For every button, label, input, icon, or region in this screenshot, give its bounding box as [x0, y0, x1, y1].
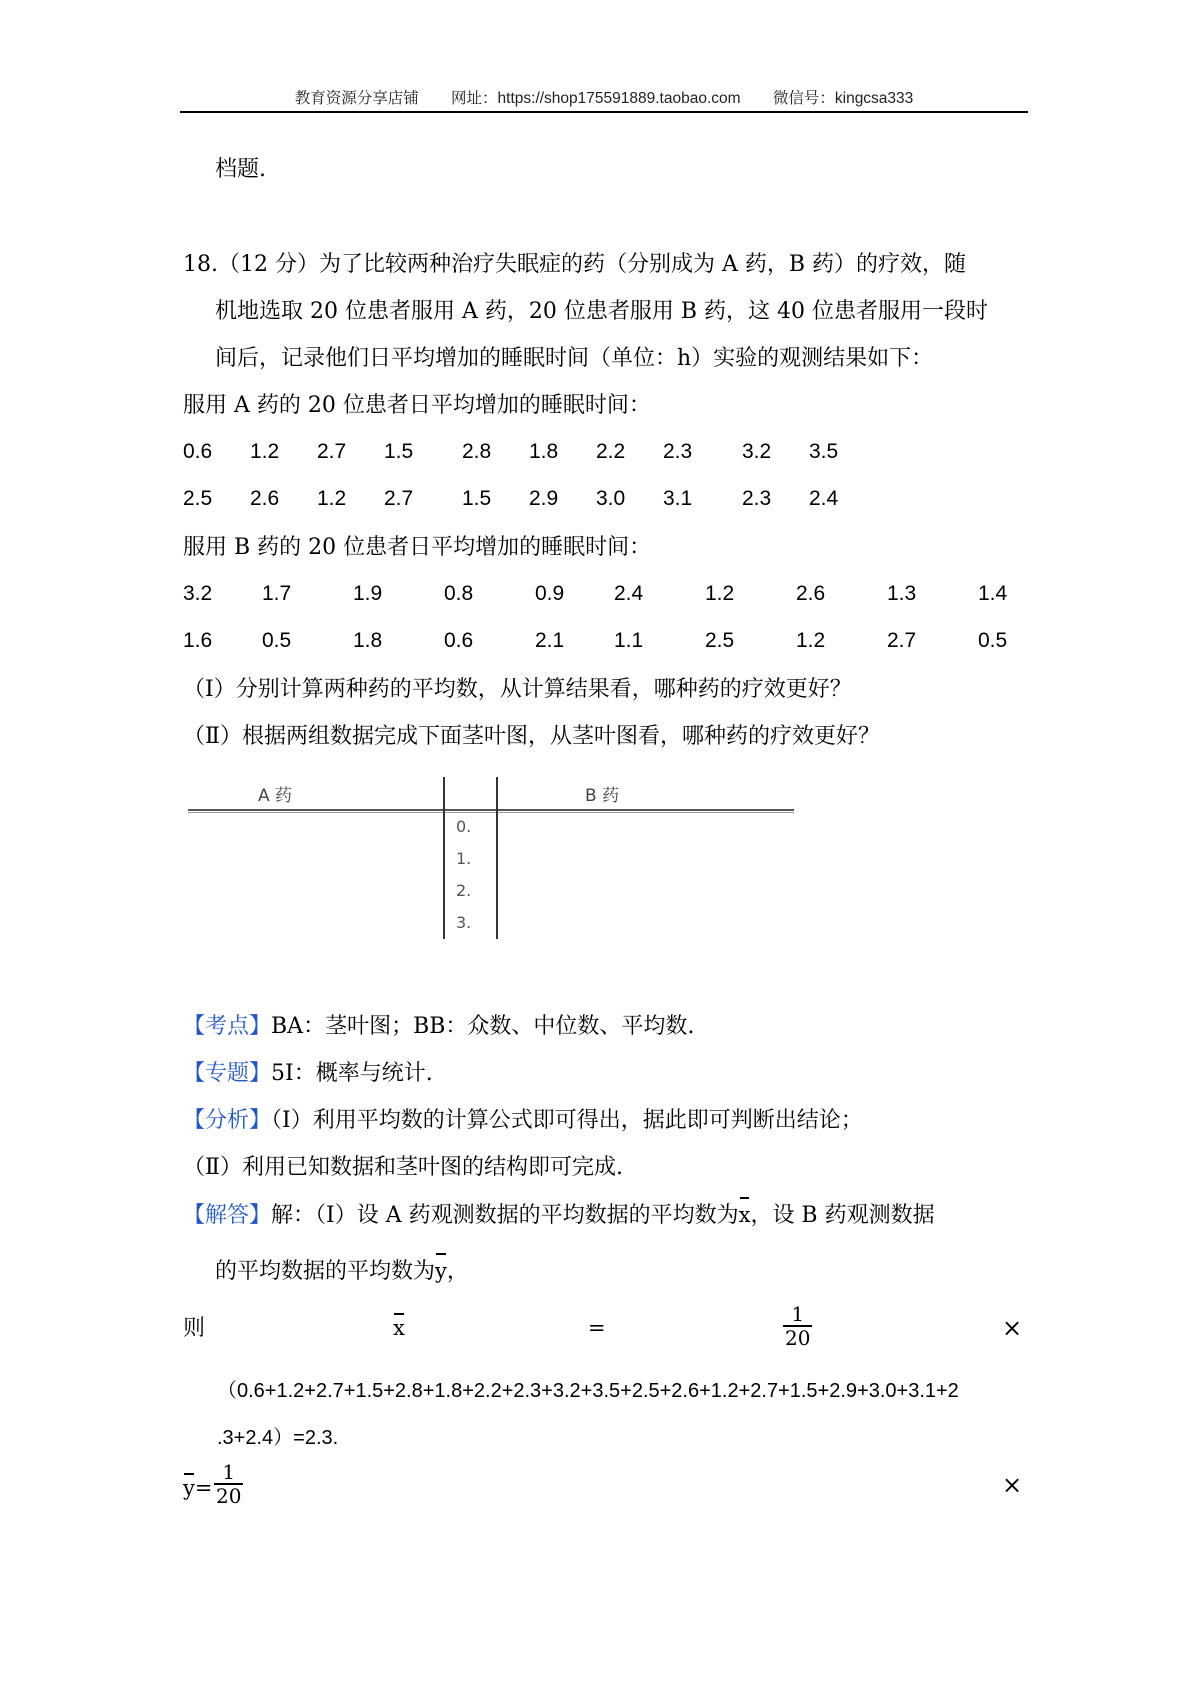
fraction-numerator: 1: [222, 1460, 236, 1484]
y-bar-formula: [183, 1476, 212, 1500]
jieda-text-2b: ，: [446, 1259, 469, 1284]
b-value: 1.7: [262, 582, 292, 605]
stem-value: 1.: [456, 849, 472, 868]
b-value: 0.9: [535, 582, 565, 605]
zhuanti-line: [183, 1059, 433, 1089]
x-bar-symbol: x: [739, 1200, 751, 1230]
b-value: 1.9: [353, 582, 383, 605]
fraction-numerator: 1: [791, 1302, 805, 1326]
stem-leaf-header-rule-thin: [188, 812, 794, 813]
a-value: 1.2: [250, 440, 280, 463]
kaodian-line: [183, 1012, 694, 1042]
fraction-denominator: 20: [216, 1484, 242, 1508]
a-value: 1.5: [384, 440, 414, 463]
problem-line-3: 间后，记录他们日平均增加的睡眠时间（单位：h）实验的观测结果如下：: [215, 346, 934, 371]
fraction-1-20: [783, 1303, 812, 1349]
stem-leaf-left-divider: [443, 777, 445, 939]
b-value: 0.6: [444, 629, 474, 652]
a-value: 1.8: [529, 440, 559, 463]
x-bar-formula: [393, 1316, 405, 1340]
kaodian-tag: 【考点】: [183, 1014, 272, 1039]
b-data-title: 服用 B 药的 20 位患者日平均增加的睡眠时间：: [183, 535, 652, 560]
jieda-line-1: [183, 1200, 935, 1231]
b-value: 1.3: [887, 582, 917, 605]
times-sign: ×: [1002, 1471, 1023, 1499]
b-value: 0.5: [262, 629, 292, 652]
times-sign: ×: [1002, 1314, 1023, 1342]
stem-value: 2.: [456, 881, 472, 900]
stem-value: 3.: [456, 913, 472, 932]
stem-leaf-table: [188, 773, 794, 941]
zhuanti-text: 5I：概率与统计.: [271, 1061, 433, 1086]
stem-leaf-b-label: B 药: [585, 786, 620, 806]
question-1: （Ⅰ）分别计算两种药的平均数，从计算结果看，哪种药的疗效更好？: [183, 677, 852, 702]
b-value: 0.5: [978, 629, 1008, 652]
sum-line-2: .3+2.4）=2.3.: [217, 1427, 339, 1449]
x-bar-var: x: [393, 1316, 405, 1340]
a-value: 2.5: [183, 487, 213, 510]
a-value: 1.2: [317, 487, 347, 510]
b-value: 1.1: [614, 629, 644, 652]
sum-line-1: （0.6+1.2+2.7+1.5+2.8+1.8+2.2+2.3+3.2+3.5+2.5+2.6+1.2+2.7+1.5+2.9+3.0+3.1+2: [217, 1380, 959, 1402]
a-value: 3.5: [809, 440, 839, 463]
jieda-text-1b: ，设 B 药观测数据: [750, 1203, 935, 1228]
a-value: 2.7: [384, 487, 414, 510]
kaodian-text: BA：茎叶图；BB：众数、中位数、平均数.: [271, 1014, 695, 1039]
ze-label: 则: [183, 1316, 206, 1341]
b-value: 2.1: [535, 629, 565, 652]
a-value: 2.3: [663, 440, 693, 463]
a-value: 0.6: [183, 440, 213, 463]
y-equals-sign: =: [194, 1476, 213, 1500]
b-value: 2.5: [705, 629, 735, 652]
a-value: 3.1: [663, 487, 693, 510]
stem-leaf-right-divider: [496, 777, 498, 939]
equals-sign: =: [588, 1316, 606, 1340]
fraction-1-20-y: [214, 1461, 243, 1507]
a-value: 3.0: [596, 487, 626, 510]
a-value: 2.2: [596, 440, 626, 463]
fenxi-line: [183, 1106, 863, 1136]
stem-value: 0.: [456, 817, 472, 836]
jieda-text-2a: 的平均数据的平均数为: [215, 1259, 436, 1284]
header-wechat: 微信号：kingcsa333: [772, 90, 914, 107]
b-value: 2.6: [796, 582, 826, 605]
fenxi-text-1: （Ⅰ）利用平均数的计算公式即可得出，据此即可判断出结论；: [271, 1108, 863, 1133]
y-bar-symbol: y: [435, 1256, 447, 1286]
prev-question-tail: 档题.: [215, 157, 266, 182]
a-value: 2.7: [317, 440, 347, 463]
problem-line-2: 机地选取 20 位患者服用 A 药，20 位患者服用 B 药，这 40 位患者服用一段时: [215, 299, 988, 324]
header-url: 网址：https://shop175591889.taobao.com: [451, 90, 741, 107]
stem-leaf-header-rule: [188, 809, 794, 811]
a-value: 1.5: [462, 487, 492, 510]
zhuanti-tag: 【专题】: [183, 1061, 272, 1086]
fraction-denominator: 20: [785, 1326, 811, 1350]
b-value: 1.4: [978, 582, 1008, 605]
y-bar-var: y: [183, 1476, 195, 1500]
question-2: （Ⅱ）根据两组数据完成下面茎叶图，从茎叶图看，哪种药的疗效更好？: [183, 724, 880, 749]
b-value: 2.4: [614, 582, 644, 605]
header-shop: 教育资源分享店铺: [294, 90, 419, 107]
jieda-line-2: [215, 1256, 469, 1287]
a-data-title: 服用 A 药的 20 位患者日平均增加的睡眠时间：: [183, 393, 651, 418]
b-value: 0.8: [444, 582, 474, 605]
fenxi-tag: 【分析】: [183, 1108, 272, 1133]
a-value: 3.2: [742, 440, 772, 463]
b-value: 3.2: [183, 582, 213, 605]
header-rule: [180, 111, 1028, 113]
a-value: 2.4: [809, 487, 839, 510]
stem-leaf-a-label: A 药: [258, 786, 293, 806]
problem-line-1: 18.（12 分）为了比较两种治疗失眠症的药（分别成为 A 药，B 药）的疗效，随: [183, 252, 967, 277]
jieda-text-1a: 解：（Ⅰ）设 A 药观测数据的平均数据的平均数为: [271, 1203, 739, 1228]
a-value: 2.9: [529, 487, 559, 510]
a-value: 2.8: [462, 440, 492, 463]
b-value: 1.2: [705, 582, 735, 605]
fenxi-text-2: （Ⅱ）利用已知数据和茎叶图的结构即可完成.: [183, 1155, 623, 1180]
a-value: 2.6: [250, 487, 280, 510]
b-value: 1.8: [353, 629, 383, 652]
page-header: [180, 86, 1028, 108]
b-value: 2.7: [887, 629, 917, 652]
b-value: 1.6: [183, 629, 213, 652]
a-value: 2.3: [742, 487, 772, 510]
jieda-tag: 【解答】: [183, 1203, 272, 1228]
b-value: 1.2: [796, 629, 826, 652]
